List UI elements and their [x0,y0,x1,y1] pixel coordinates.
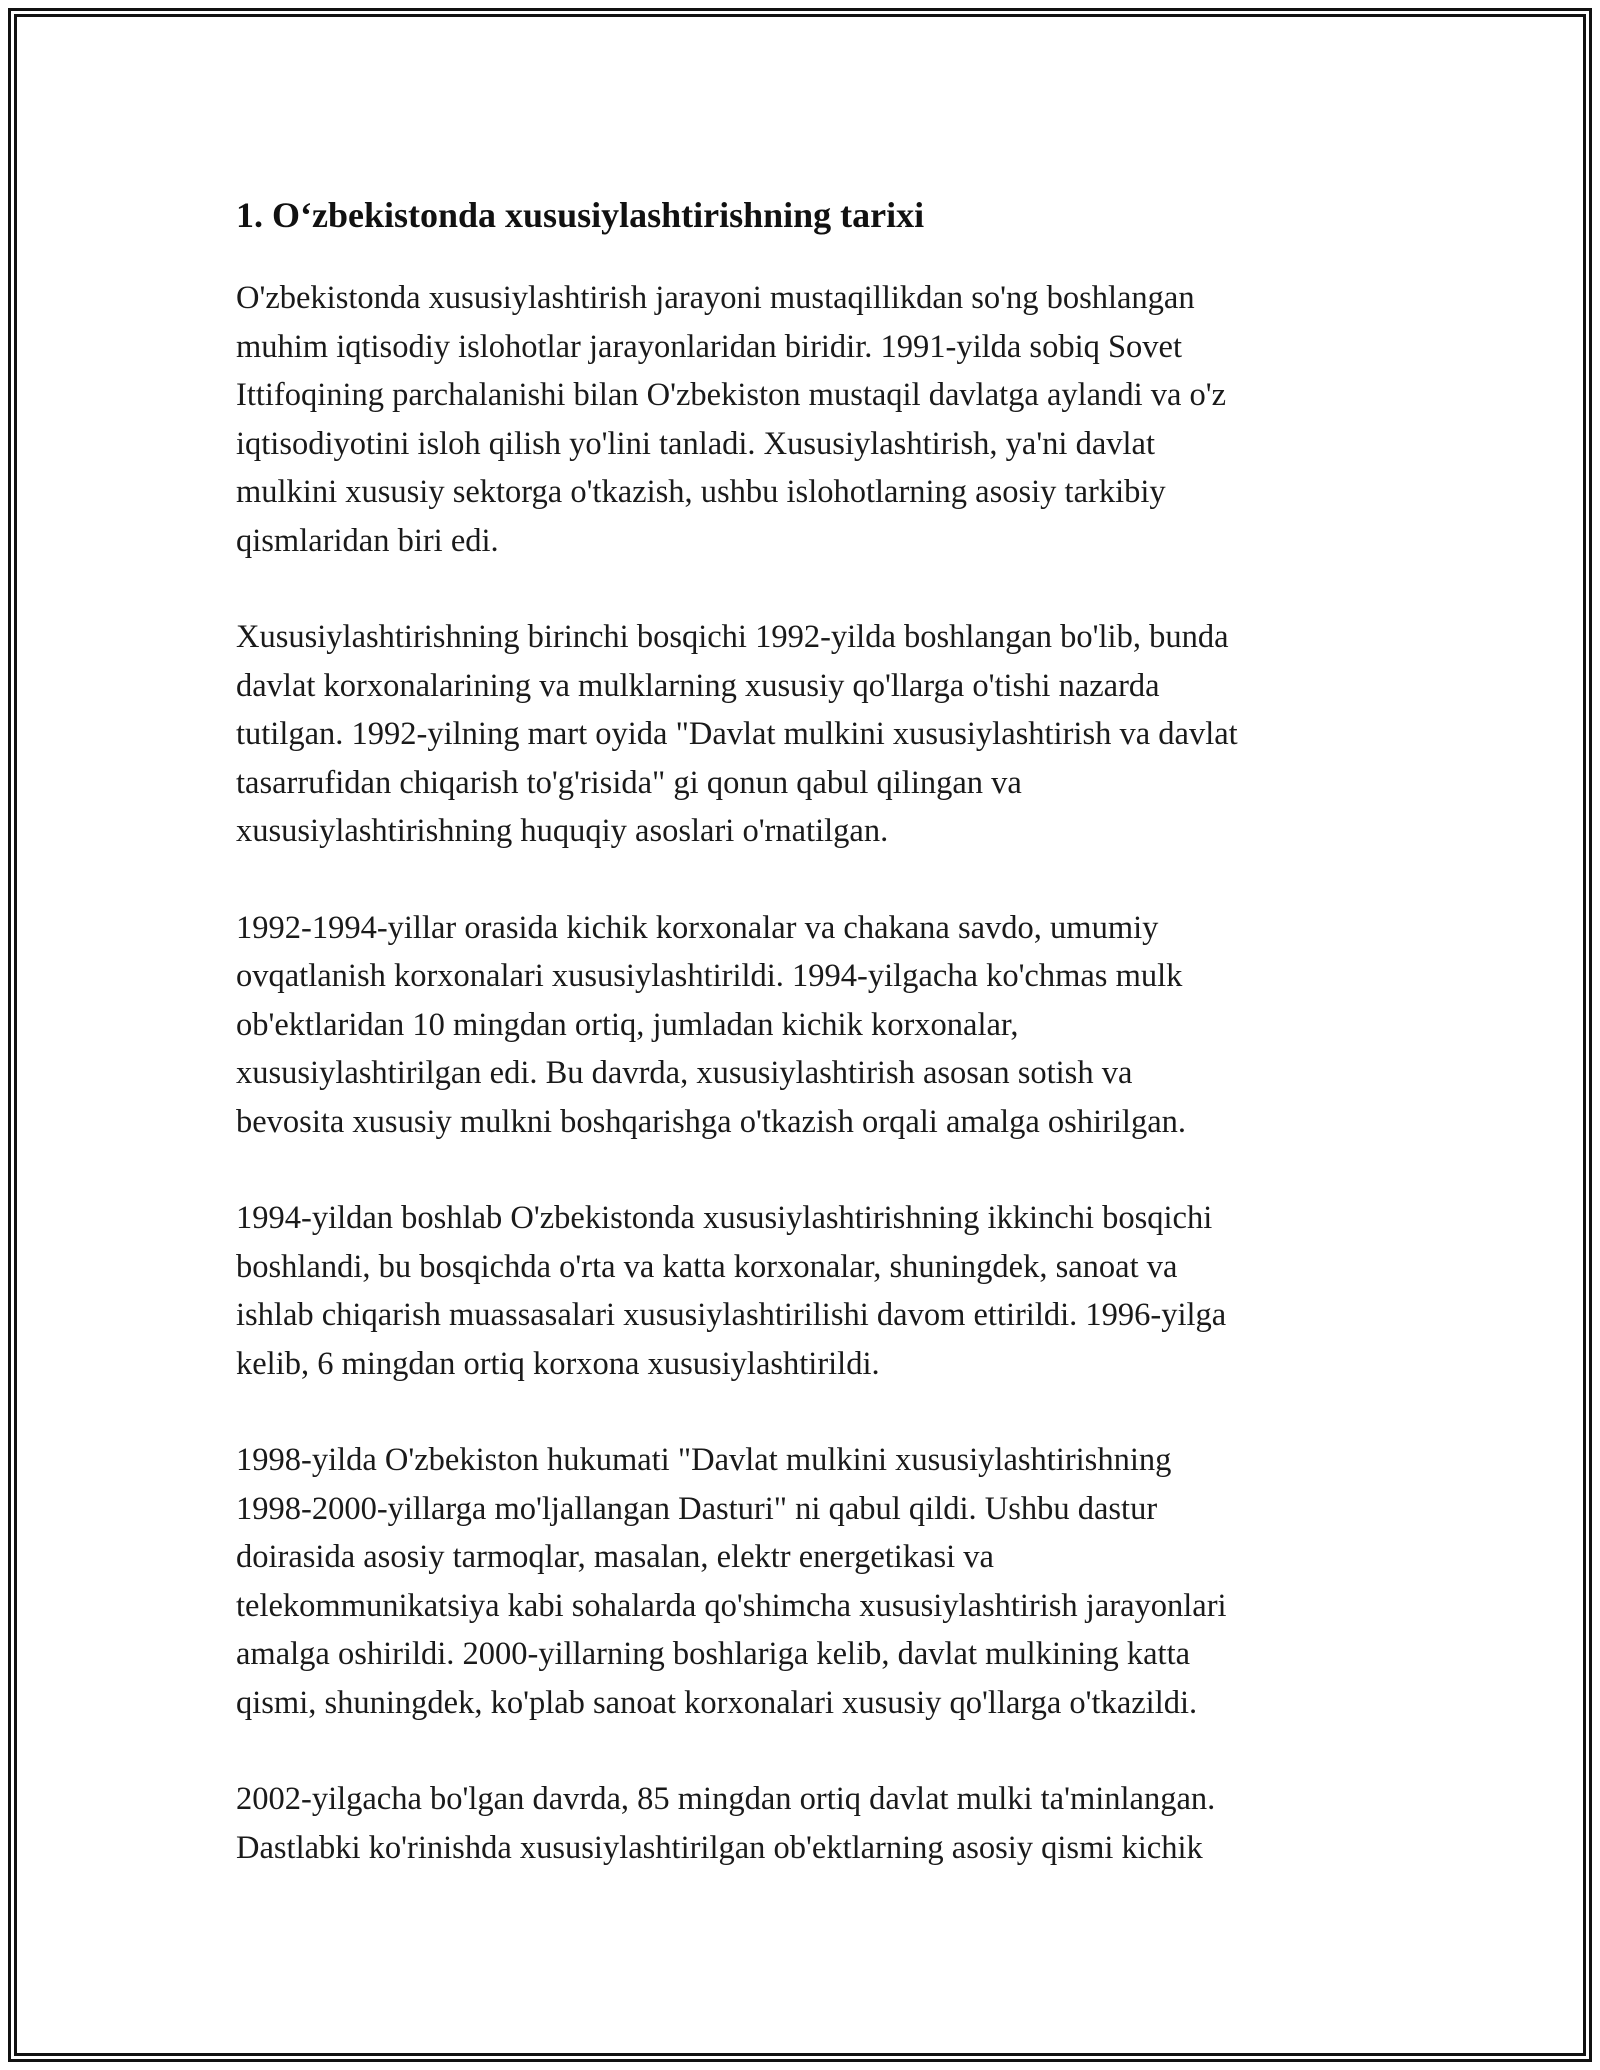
text-line: xususiylashtirishning huquqiy asoslari o'rnatilgan. [236,813,889,849]
text-line: tutilgan. 1992-yilning mart oyida "Davlat mulkini xususiylashtirish va davlat [236,716,1238,752]
text-line: boshlandi, bu bosqichda o'rta va katta korxonalar, shuningdek, sanoat va [236,1248,1178,1285]
text-line: qismi, shuningdek, ko'plab sanoat korxonalari xususiy qo'llarga o'tkazildi. [236,1684,1198,1721]
text-line: doirasida asosiy tarmoqlar, masalan, elektr energetikasi va [236,1539,994,1575]
paragraph-second-stage [236,1194,1378,1388]
text-line: 2002-yilgacha bo'lgan davrda, 85 mingdan ortiq davlat mulki ta'minlangan. [236,1781,1216,1817]
text-line: Xususiylashtirishning birinchi bosqichi 1992-yilda boshlangan bo'lib, bunda [236,619,1229,655]
text-line: ob'ektlaridan 10 mingdan ortiq, jumladan kichik korxonalar, [236,1006,1019,1043]
text-line: 1992-1994-yillar orasida kichik korxonalar va chakana savdo, umumiy [236,909,1159,946]
paragraph-small-enterprises [236,904,1378,1147]
text-line: Ittifoqining parchalanishi bilan O'zbekiston mustaqil davlatga aylandi va o'z [236,377,1227,413]
text-line: ishlab chiqarish muassasalari xususiylashtirilishi davom ettirildi. 1996-yilga [236,1297,1227,1333]
text-line: ovqatlanish korxonalari xususiylashtirildi. 1994-yilgacha ko'chmas mulk [236,958,1183,994]
text-line: mulkini xususiy sektorga o'tkazish, ushbu islohotlarning asosiy tarkibiy [236,474,1166,510]
text-line: 1998-yilda O'zbekiston hukumati "Davlat mulkini xususiylashtirishning [236,1442,1172,1478]
text-line: 1998-2000-yillarga mo'ljallangan Dasturi" ni qabul qildi. Ushbu dastur [236,1490,1158,1527]
text-line: iqtisodiyotini isloh qilish yo'lini tanladi. Xususiylashtirish, ya'ni davlat [236,425,1155,462]
section-heading: 1. O‘zbekistonda xususiylashtirishning tarixi [236,195,925,235]
paragraph-1998-program [236,1436,1378,1727]
document-page [236,186,1378,1920]
text-line: xususiylashtirilgan edi. Bu davrda, xususiylashtirish asosan sotish va [236,1055,1133,1091]
text-line: qismlaridan biri edi. [236,522,499,559]
text-line: kelib, 6 mingdan ortiq korxona xususiylashtirildi. [236,1345,880,1382]
text-line: amalga oshirildi. 2000-yillarning boshlariga kelib, davlat mulkining katta [236,1636,1191,1672]
paragraph-independence [236,274,1378,565]
text-line: 1994-yildan boshlab O'zbekistonda xususiylashtirishning ikkinchi bosqichi [236,1200,1213,1236]
text-line: bevosita xususiy mulkni boshqarishga o'tkazish orqali amalga oshirilgan. [236,1103,1187,1140]
text-line: telekommunikatsiya kabi sohalarda qo'shimcha xususiylashtirish jarayonlari [236,1587,1227,1624]
text-line: tasarrufidan chiqarish to'g'risida" gi qonun qabul qilingan va [236,764,1022,801]
paragraph-first-stage [236,613,1378,856]
paragraph-2002 [236,1775,1378,1872]
text-line: Dastlabki ko'rinishda xususiylashtirilgan ob'ektlarning asosiy qismi kichik [236,1829,1203,1866]
text-line: davlat korxonalarining va mulklarning xususiy qo'llarga o'tishi nazarda [236,667,1160,704]
text-line: O'zbekistonda xususiylashtirish jarayoni mustaqillikdan so'ng boshlangan [236,280,1195,316]
text-line: muhim iqtisodiy islohotlar jarayonlaridan biridir. 1991-yilda sobiq Sovet [236,328,1183,365]
